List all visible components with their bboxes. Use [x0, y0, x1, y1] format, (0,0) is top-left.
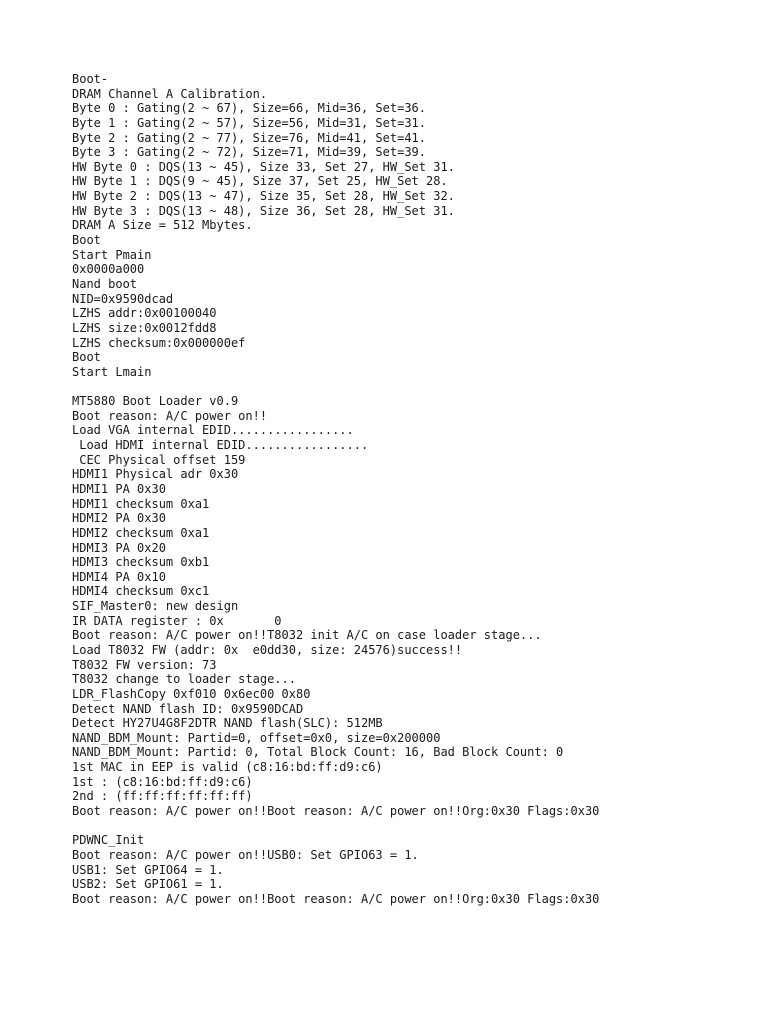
log-line: Boot reason: A/C power on!!Boot reason: A/C power on!!Org:0x30 Flags:0x30 — [72, 804, 600, 819]
log-line: LDR_FlashCopy 0xf010 0x6ec00 0x80 — [72, 686, 311, 701]
log-line: DRAM Channel A Calibration. — [72, 86, 268, 101]
log-line: NAND_BDM_Mount: Partid: 0, Total Block Count: 16, Bad Block Count: 0 — [72, 745, 564, 760]
log-line: Load T8032 FW (addr: 0x e0dd30, size: 24576)success!! — [72, 642, 463, 657]
log-line: HW Byte 3 : DQS(13 ~ 48), Size 36, Set 28, HW_Set 31. — [72, 203, 455, 218]
log-line: Load HDMI internal EDID................. — [72, 438, 369, 453]
log-line: NAND_BDM_Mount: Partid=0, offset=0x0, size=0x200000 — [72, 730, 441, 745]
log-line: HW Byte 1 : DQS(9 ~ 45), Size 37, Set 25, HW_Set 28. — [72, 174, 448, 189]
log-line: LZHS addr:0x00100040 — [72, 306, 217, 321]
log-line: 2nd : (ff:ff:ff:ff:ff:ff) — [72, 789, 253, 804]
log-line: Start Pmain — [72, 247, 152, 262]
log-line: HW Byte 2 : DQS(13 ~ 47), Size 35, Set 28, HW_Set 32. — [72, 189, 455, 204]
log-line: 0x0000a000 — [72, 262, 145, 277]
log-line: Boot — [72, 350, 101, 365]
log-line: Start Lmain — [72, 364, 152, 379]
log-line: DRAM A Size = 512 Mbytes. — [72, 218, 253, 233]
log-line: T8032 change to loader stage... — [72, 672, 296, 687]
log-line: Byte 1 : Gating(2 ~ 57), Size=56, Mid=31, Set=31. — [72, 115, 427, 130]
log-line: USB1: Set GPIO64 = 1. — [72, 862, 224, 877]
log-line — [72, 819, 599, 834]
log-line: MT5880 Boot Loader v0.9 — [72, 394, 239, 409]
log-line: Boot reason: A/C power on!!Boot reason: A/C power on!!Org:0x30 Flags:0x30 — [72, 891, 600, 906]
log-line: LZHS checksum:0x000000ef — [72, 335, 246, 350]
log-line: Boot- — [72, 72, 109, 86]
log-line: Detect NAND flash ID: 0x9590DCAD — [72, 701, 304, 716]
log-line: 1st MAC in EEP is valid (c8:16:bd:ff:d9:c6) — [72, 760, 383, 775]
log-line: Byte 3 : Gating(2 ~ 72), Size=71, Mid=39, Set=39. — [72, 145, 427, 160]
log-line: Byte 2 : Gating(2 ~ 77), Size=76, Mid=41, Set=41. — [72, 130, 427, 145]
log-line: Boot — [72, 233, 101, 248]
log-line: SIF_Master0: new design — [72, 599, 239, 614]
log-line: HDMI3 PA 0x20 — [72, 540, 166, 555]
log-line — [72, 379, 599, 394]
log-line: Byte 0 : Gating(2 ~ 67), Size=66, Mid=36, Set=36. — [72, 101, 427, 116]
log-line: Boot reason: A/C power on!!USB0: Set GPIO63 = 1. — [72, 847, 419, 862]
log-line: HDMI2 checksum 0xa1 — [72, 525, 210, 540]
log-line: Load VGA internal EDID................. — [72, 423, 354, 438]
log-line: 1st : (c8:16:bd:ff:d9:c6) — [72, 774, 253, 789]
log-line: Nand boot — [72, 276, 138, 291]
log-line: HDMI3 checksum 0xb1 — [72, 555, 210, 570]
log-line: Boot reason: A/C power on!! — [72, 408, 268, 423]
log-line: Detect HY27U4G8F2DTR NAND flash(SLC): 512MB — [72, 716, 383, 731]
log-line: HDMI1 Physical adr 0x30 — [72, 467, 239, 482]
log-line: CEC Physical offset 159 — [72, 452, 246, 467]
log-line: HDMI1 PA 0x30 — [72, 481, 166, 496]
log-line: HDMI4 PA 0x10 — [72, 569, 166, 584]
log-line: HW Byte 0 : DQS(13 ~ 45), Size 33, Set 27, HW_Set 31. — [72, 159, 455, 174]
log-line: Boot reason: A/C power on!!T8032 init A/C on case loader stage... — [72, 628, 542, 643]
log-line: NID=0x9590dcad — [72, 291, 174, 306]
log-line: HDMI1 checksum 0xa1 — [72, 496, 210, 511]
log-line: T8032 FW version: 73 — [72, 657, 217, 672]
log-line: IR DATA register : 0x 0 — [72, 613, 282, 628]
log-line: USB2: Set GPIO61 = 1. — [72, 877, 224, 892]
log-line: LZHS size:0x0012fdd8 — [72, 320, 217, 335]
boot-log — [72, 72, 599, 907]
log-line: HDMI4 checksum 0xc1 — [72, 584, 210, 599]
log-line: HDMI2 PA 0x30 — [72, 511, 166, 526]
log-line: PDWNC_Init — [72, 833, 145, 848]
